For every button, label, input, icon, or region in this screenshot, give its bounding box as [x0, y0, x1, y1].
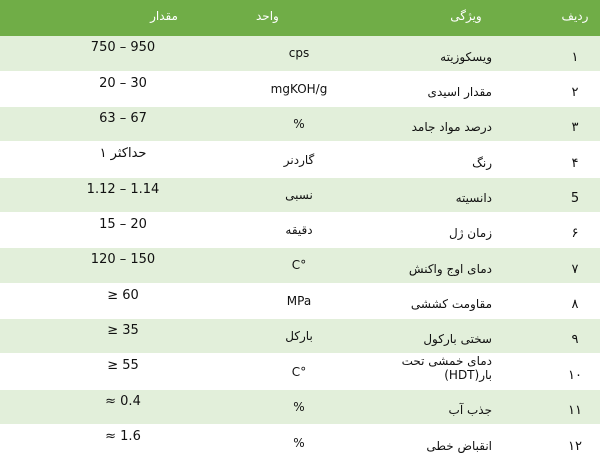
row-value: [0, 107, 246, 142]
row-property: دانسیته: [352, 177, 550, 212]
row-value: [0, 36, 246, 71]
row-value-text: 15 – 20: [99, 216, 147, 232]
row-index: ۲: [550, 71, 600, 106]
row-index: ۶: [550, 212, 600, 247]
row-property: مقدار اسیدی: [352, 71, 550, 106]
row-index: ۳: [550, 107, 600, 142]
row-property: دمای اوج واکنش: [352, 248, 550, 283]
table-row: [0, 248, 600, 283]
table-row: [0, 283, 600, 318]
header-value: مقدار: [0, 0, 246, 36]
row-unit: MPa: [246, 283, 352, 318]
row-unit: گاردنر: [246, 142, 352, 177]
row-unit: cps: [246, 36, 352, 71]
row-value: [0, 354, 246, 390]
table-row: [0, 212, 600, 247]
row-index: ۷: [550, 248, 600, 283]
row-unit: °C: [246, 248, 352, 283]
row-index: ۴: [550, 142, 600, 177]
row-value: حداکثر ۱: [0, 142, 246, 177]
row-property: سختی بارکول: [352, 318, 550, 353]
table-row: [0, 71, 600, 106]
row-unit: نسبی: [246, 177, 352, 212]
row-property: درصد مواد جامد: [352, 107, 550, 142]
row-property: جذب آب: [352, 390, 550, 425]
row-unit: %: [246, 425, 352, 460]
row-index: ۱۲: [550, 425, 600, 460]
row-unit: °C: [246, 354, 352, 390]
header-unit: واحد: [246, 0, 352, 36]
row-unit: بارکل: [246, 318, 352, 353]
row-value-text: ≥ 55: [107, 358, 139, 374]
row-property: انقباض خطی: [352, 425, 550, 460]
row-index: 5: [550, 177, 600, 212]
row-index: ۱۱: [550, 390, 600, 425]
row-value-text: 1.12 – 1.14: [86, 181, 160, 197]
header-index: ردیف: [550, 0, 600, 36]
row-unit: دقیقه: [246, 212, 352, 247]
row-value: [0, 71, 246, 106]
table-row: [0, 354, 600, 390]
row-value-text: ≥ 35: [107, 322, 139, 338]
row-value: [0, 283, 246, 318]
row-property: ویسکوزیته: [352, 36, 550, 71]
table-row: [0, 318, 600, 353]
header-property: ویژگی: [352, 0, 550, 36]
table-header-row: [0, 0, 600, 36]
row-property: مقاومت کششی: [352, 283, 550, 318]
row-value: [0, 390, 246, 425]
row-value: [0, 177, 246, 212]
row-index: ۸: [550, 283, 600, 318]
row-index: ۱۰: [550, 354, 600, 390]
row-unit: %: [246, 390, 352, 425]
row-value-text: ≥ 60: [107, 287, 139, 303]
row-value: [0, 248, 246, 283]
row-value-text: ≈ 1.6: [105, 429, 141, 445]
row-unit: mgKOH/g: [246, 71, 352, 106]
row-index: ۱: [550, 36, 600, 71]
row-value-text: 750 – 950: [90, 40, 156, 55]
table-row: [0, 177, 600, 212]
table-row: [0, 390, 600, 425]
row-unit: %: [246, 107, 352, 142]
row-property: رنگ: [352, 142, 550, 177]
row-property: دمای خمشی تحت بار(HDT): [352, 354, 550, 390]
table-row: [0, 36, 600, 71]
row-value: [0, 212, 246, 247]
row-index: ۹: [550, 318, 600, 353]
row-property: زمان ژل: [352, 212, 550, 247]
table-row: [0, 142, 600, 177]
row-value-text: 120 – 150: [90, 252, 156, 268]
row-value-text: 20 – 30: [99, 75, 147, 91]
row-value-text: 63 – 67: [99, 111, 147, 127]
row-value-text: ≈ 0.4: [105, 394, 141, 410]
table-row: [0, 107, 600, 142]
row-value: [0, 318, 246, 353]
